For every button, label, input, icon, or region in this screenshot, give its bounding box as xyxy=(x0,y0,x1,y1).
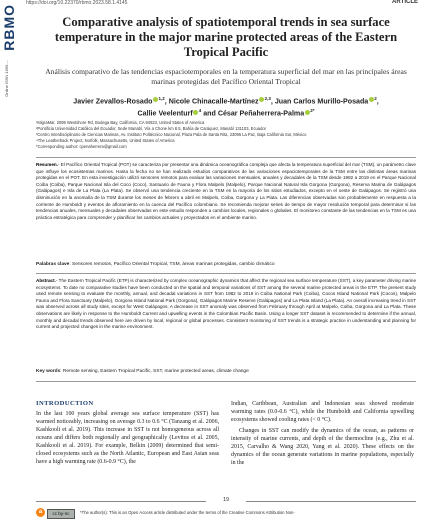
orcid-icon[interactable] xyxy=(259,97,264,102)
orcid-icon[interactable] xyxy=(305,110,310,115)
abstract-paragraph xyxy=(36,278,416,331)
author-list xyxy=(34,94,418,119)
divider xyxy=(36,501,206,502)
author-affil-sup: 2* xyxy=(310,108,315,114)
page-number: 19 xyxy=(222,497,230,503)
body-column-left xyxy=(36,400,219,469)
orcid-icon[interactable] xyxy=(193,110,198,115)
corresponding-author: *Corresponding author: cpenaherrera@gmail.com xyxy=(36,144,127,149)
resumen-paragraph xyxy=(36,162,416,221)
abstract-text: - The Eastern Tropical Pacific (ETP) is characterized by complex oceanographic dynamics that affect the regional sea surface temperature (SST), a key parameter driving marine ecosystems. To date no comparative studies have been conducted on the spatial and temporal variations of SST among the several marine protected areas in the ETP. The present study used remote sensing to evaluate the monthly, annual, and decadal variations in SST from 1982 to 2019 in Coiba National Park (Coiba), Cocos Island National Park (Cocos), Malpelo Fauna and Flora Sanctuary (Malpelo), Gorgona Island National Park (Gorgona), Galápagos Marine Reserve (Galápagos) and La Plata Island (La Plata). An overall increasing trend in SST was observed across all study sites, except for West Galápagos. A decrease in SST anomaly was observed from February through April at Malpelo, Coiba, Gorgona and La Plata. These observations are likely in response to the Humboldt Current and upwelling events in the Colombian Pacific Basin. Using a longer SST dataset is recommended to determine if the annual, monthly and decadal trends observed here are driven by local, regional or global processes. Consistent monitoring of SST trends is a strategic practice in understanding and planning for current and projected changes in the marine environment. xyxy=(36,278,417,330)
affiliation-line: ¹MigraMar, 2099 Westshore Rd, Bodega Bay, California, CA 94923, United States of America xyxy=(36,120,205,125)
key-words-label: Key words xyxy=(36,369,61,374)
key-words xyxy=(36,369,416,375)
issn-text: Online ISSN 1695-... xyxy=(4,60,9,97)
author-affil-sup: 4 xyxy=(198,108,202,114)
author-affil-sup: 1,2 xyxy=(158,96,165,101)
author-name: César Peñaherrera-Palma xyxy=(217,109,305,118)
affiliation-line: ³Centro Interdisciplinario de Ciencias Marinas, Av. Instituto Politécnico Nacional, Plaza Pala de Santa Rita, 23096 La Paz, Baja California Sur, México xyxy=(36,132,307,137)
palabras-clave xyxy=(36,262,416,268)
affiliation-line: ⁴The Leatherback Project, Norfolk, Massachusetts, United States of America xyxy=(36,138,175,143)
body-paragraph: In the last 100 years global average sea surface temperature (SST) has warmed noticeably, increasing on average 0.3 to 0.6 °C (Tanzang et al. 2006, Kashkooli et al. 2019). This increase in SST is not homogeneous across all oceans and differs both regionally and geographically (Levitus et al. 2005, Kashkooli et al. 2019). For example, Belkin (2009) determined that semi-closed ecosystems such as the North Atlantic, European and East Asian seas have a high warming rate (0.6-0.9 °C), the xyxy=(36,411,219,465)
journal-sidebar xyxy=(0,0,24,520)
article-type-label: ARTICLE xyxy=(392,0,418,5)
orcid-icon[interactable] xyxy=(153,97,158,102)
divider xyxy=(36,273,416,274)
author-name: Callie Veelenturf xyxy=(137,109,193,118)
resumen-text: - El Pacífico Oriental Tropical (POT) se caracteriza por presentar una dinámica oceanográfica compleja que afecta la temperatura superficial del mar (TSM), un parámetro clave que influye los ecosistemas marinos. Hasta la fecha no se han realizado estudios comparativos de las variaciones espaciotemporales de la TSM entre las distintas áreas marinas protegidas en el POT. En esta investigación utilizó sensores remotos para evaluar las variaciones mensuales, anuales y decadales de la TSM desde 1982 a 2019 en el Parque Nacional Coiba (Coiba), Parque Nacional Isla del Coco (Coco), Santuario de Fauna y Flora Malpelo (Malpelo), Parque Nacional Natural Isla Gorgona (Gorgona), Reserva Marina de Galápagos (Galápagos) e Isla de La Plata (La Plata). Se observó una tendencia creciente en la TSM en la mayoría de los sitios estudiados, excepto en el oeste de Galápagos. Se registró una disminución en la anomalía de la TSM durante los meses de febrero a abril en Malpelo, Coiba, Gorgona y La Plata. Las diferencias observadas son probablemente en respuesta a la corriente de Humboldt y eventos de afloramiento en la cuenca del Pacífico colombiano. Se recomienda mejorar series de tiempo de mayor resolución temporal para determinar si las tendencias anuales, mensuales y decadales observadas en este estudio responden a cambios locales, regionales o globales. El monitoreo constante de las tendencias en la TSM es una práctica estratégica para comprender y planificar los cambios actuales y proyectados en el ambiente marino. xyxy=(36,162,416,220)
author-separator: , xyxy=(270,97,275,106)
author-separator: , xyxy=(164,97,169,106)
author-name: Juan Carlos Murillo-Posada xyxy=(274,97,369,106)
palabras-clave-label: Palabras clave xyxy=(36,262,70,267)
affiliation-line: ²Pontificia Universidad Católica del Ecuador, Sede Manabí, Vía a Chone km 8.5, Bahía de Caráquez, Manabí 131103, Ecuador xyxy=(36,126,266,131)
divider xyxy=(36,381,416,382)
article-title: Comparative analysis of spatiotemporal trends in sea surface temperature in the major marine protected areas of the Eastern Tropical Pacific xyxy=(54,15,398,59)
article-title-spanish: Análisis comparativo de las tendencias espaciotemporales en la temperatura superficial del mar en las principales áreas marinas protegidas del Pacífico Oriental Tropical xyxy=(45,67,407,86)
body-paragraph: Indian, Caribbean, Australian and Indonesian seas showed moderate warming rates (0.0-0.6 °C), while the Humboldt and California upwelling ecosystems showed cooling rates (< 0 °C). xyxy=(231,401,414,423)
license-text: *The author(s). This is an Open Access article distributed under the terms of the Creative Commons Attribution Non- xyxy=(80,510,295,515)
doi-link[interactable]: https://doi.org/10.22370/rbmo.2023.58.1.4145 xyxy=(26,0,128,6)
author-separator: and xyxy=(201,109,218,118)
author-affil-sup: 2 xyxy=(374,96,377,101)
affiliations xyxy=(36,120,416,150)
divider xyxy=(246,501,416,502)
open-access-icon: a xyxy=(36,508,45,517)
divider xyxy=(36,157,416,158)
creative-commons-icon[interactable]: cc by-nc xyxy=(47,509,75,519)
abstract-label: Abstract. xyxy=(36,278,56,283)
journal-logo: RBMO xyxy=(1,4,17,51)
orcid-icon[interactable] xyxy=(369,97,374,102)
palabras-clave-text: : Sensores remotos, Pacífico Oriental Tropical, TSM, áreas marinas protegidas, cambio climático xyxy=(69,262,275,267)
resumen-label: Resumen. xyxy=(36,162,58,167)
body-paragraph: Changes in SST can modify the dynamics of the ocean, as patterns or intensity of marine currents, and depth of the thermocline (e.g., Zhu et al. 2015, Carvalho & Wang 2020, Yang et al. 2020). These effects on the dynamics of the ocean generate variations in marine populations, especially in the xyxy=(231,428,414,466)
introduction-heading: INTRODUCTION xyxy=(36,400,94,407)
page-number-row xyxy=(36,497,416,505)
license-footer xyxy=(36,508,416,520)
author-affil-sup: 2,3 xyxy=(264,96,271,101)
author-name: Javier Zevallos-Rosado xyxy=(73,97,153,106)
author-separator: , xyxy=(376,97,379,106)
author-name: Nicole Chinacalle-Martínez xyxy=(168,97,259,106)
key-words-text: : Remote sensing, Eastern Tropical Pacific, SST, marine protected areas, climate change xyxy=(60,369,249,374)
body-column-right xyxy=(231,400,414,470)
